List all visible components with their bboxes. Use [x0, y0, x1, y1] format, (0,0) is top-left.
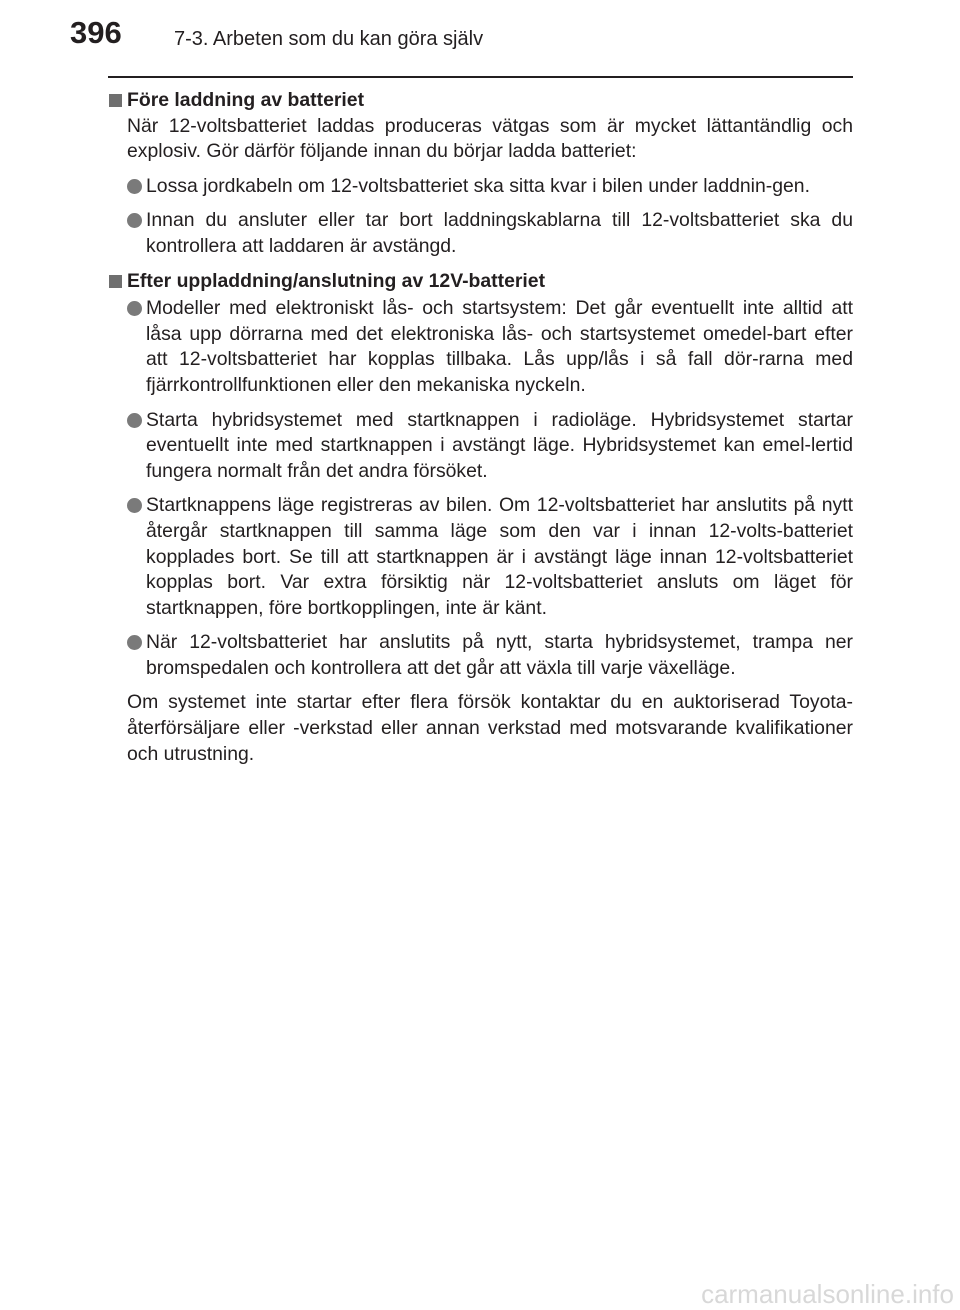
list-item — [108, 208, 853, 259]
circle-bullet-icon — [127, 179, 142, 194]
header-divider — [108, 76, 853, 78]
list-item-text: Startknappens läge registreras av bilen. Om 12-voltsbatteriet har anslutits på nytt återgår startknappen till samma läge som den var i innan 12-volts-batteriet kopplades bort. Se till att startknappen är i avstängt läge innan 12-voltsbatteriet kopplas bort. Var extra försiktig när 12-voltsbatteriet ansluts om läget för startknappen, före bortkopplingen, inte är känt. — [146, 494, 853, 619]
section-heading-after-charging — [108, 269, 853, 295]
list-item — [108, 630, 853, 681]
chapter-title: 7-3. Arbeten som du kan göra själv — [174, 28, 484, 50]
list-item — [108, 296, 853, 398]
list-item — [108, 408, 853, 485]
list-item-text: Innan du ansluter eller tar bort laddningskablarna till 12-voltsbatteriet ska du kontrollera att laddaren är avstängd. — [146, 209, 853, 257]
circle-bullet-icon — [127, 213, 142, 228]
circle-bullet-icon — [127, 635, 142, 650]
section-heading-text: Före laddning av batteriet — [127, 89, 365, 111]
section-heading-text: Efter uppladdning/anslutning av 12V-batteriet — [127, 269, 546, 292]
watermark: carmanualsonline.info — [701, 1279, 954, 1309]
circle-bullet-icon — [127, 498, 142, 513]
circle-bullet-icon — [127, 301, 142, 316]
list-item-text: Lossa jordkabeln om 12-voltsbatteriet ska sitta kvar i bilen under laddnin-gen. — [146, 174, 810, 197]
circle-bullet-icon — [127, 413, 142, 428]
list-item-text: Starta hybridsystemet med startknappen i radioläge. Hybridsystemet startar eventuellt inte med startknappen i avstängt läge. Hybridsystemet kan emel-lertid fungera normalt från det andra försöket. — [146, 408, 853, 482]
section-heading-before-charging — [108, 88, 853, 114]
section-intro: När 12-voltsbatteriet laddas produceras vätgas som är mycket lättantändlig och explosiv. Gör därför följande innan du börjar ladda batteriet: — [127, 114, 853, 163]
page-content — [108, 86, 853, 767]
page-number: 396 — [70, 15, 122, 50]
list-item — [108, 174, 853, 200]
list-item-text: Modeller med elektroniskt lås- och startsystem: Det går eventuellt inte alltid att låsa upp dörrarna med det elektroniska lås- och startsystemet omedel-bart efter att 12-voltsbatteriet har kopplas tillbaka. Lås upp/lås i så fall dör-rarna med fjärrkontrollfunktionen eller den mekaniska nyckeln. — [146, 297, 853, 396]
square-bullet-icon — [109, 94, 122, 107]
section-closing: Om systemet inte startar efter flera försök kontaktar du en auktoriserad Toyota-återförsäljare eller -verkstad eller annan verkstad med motsvarande kvalifikationer och utrustning. — [127, 691, 853, 765]
list-item-text: När 12-voltsbatteriet har anslutits på nytt, starta hybridsystemet, trampa ner bromspedalen och kontrollera att det går att växla till varje växelläge. — [146, 631, 853, 679]
list-item — [108, 493, 853, 621]
square-bullet-icon — [109, 275, 122, 288]
